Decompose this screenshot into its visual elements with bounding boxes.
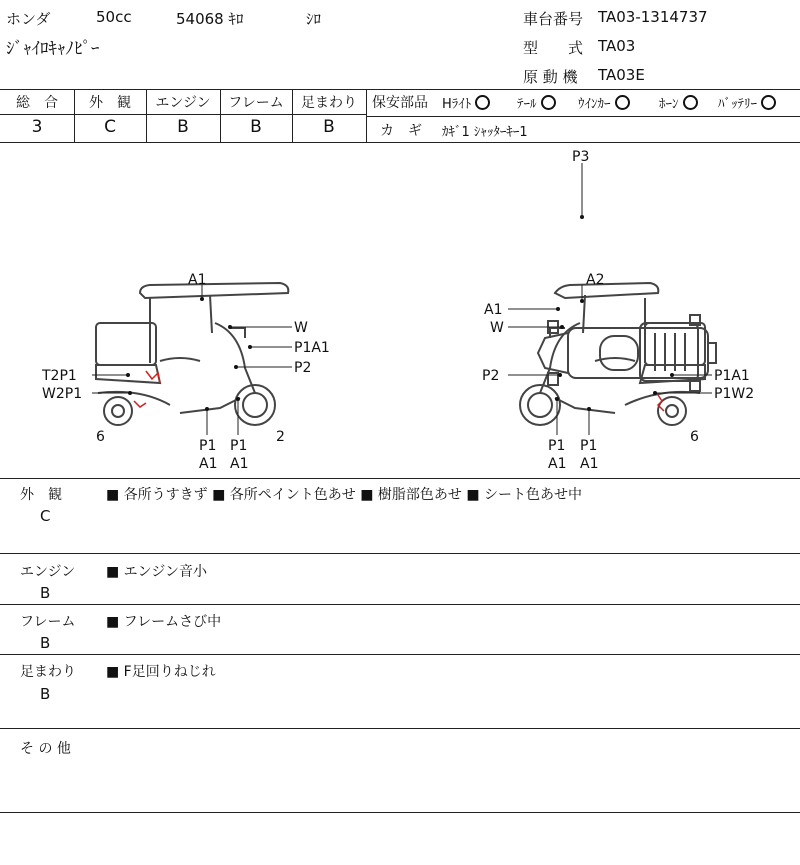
safety-item-tail: ﾃｰﾙ <box>517 93 556 112</box>
type-value: TA03 <box>598 37 636 55</box>
label-right-a1: A1 <box>484 302 503 318</box>
engine-grade-label: エンジン <box>155 95 211 111</box>
body-color: ｼﾛ <box>306 10 322 28</box>
total-grade: 3 <box>31 117 43 137</box>
label-right-p1-a: P1 <box>548 438 566 454</box>
safety-mid <box>366 116 800 117</box>
chassis-label: 車台番号 <box>523 10 584 28</box>
note-grade: B <box>40 634 51 652</box>
type-label: 型 式 <box>523 39 584 57</box>
label-left-p1a1: P1A1 <box>294 340 330 356</box>
suspension-grade: B <box>323 117 335 137</box>
left-side-view-scooter <box>96 283 288 425</box>
note-body: ■ フレームさび中 <box>106 614 222 630</box>
safety-item-battery: ﾊﾞｯﾃﾘｰ <box>718 93 776 112</box>
total-label: 総 合 <box>16 95 58 111</box>
note-grade: B <box>40 584 51 602</box>
label-left-2: 2 <box>276 429 285 445</box>
safety-item-winker: ｳｲﾝｶｰ <box>578 93 630 112</box>
header-divider <box>0 89 800 90</box>
note-body: ■ エンジン音小 <box>106 564 207 580</box>
model-name: ｼﾞｬｲﾛｷｬﾉﾋﾟｰ <box>6 39 100 59</box>
damage-mark-left-wheel <box>134 401 146 407</box>
exterior-label: 外 観 <box>89 95 131 111</box>
suspension-grade-label: 足まわり <box>301 95 357 111</box>
label-right-6: 6 <box>690 429 699 445</box>
label-left-p1-b: P1 <box>230 438 248 454</box>
engine-model-value: TA03E <box>598 66 645 84</box>
ok-circle-icon <box>761 95 776 110</box>
label-left-a1-top: A1 <box>188 272 207 288</box>
scooter-diagram <box>0 143 800 478</box>
label-left-p2: P2 <box>294 360 312 376</box>
engine-grade: B <box>177 117 189 137</box>
label-right-a1-a: A1 <box>548 456 567 472</box>
note-body: ■ 各所うすきず ■ 各所ペイント色あせ ■ 樹脂部色あせ ■ シート色あせ中 <box>106 487 583 503</box>
note-title: 足まわり <box>20 664 76 680</box>
frame-grade-label: フレーム <box>228 95 284 111</box>
chassis-value: TA03-1314737 <box>598 8 708 26</box>
label-right-p3: P3 <box>572 149 590 165</box>
label-right-w: W <box>490 320 504 336</box>
note-title: そ の 他 <box>20 741 71 757</box>
label-left-p1-a: P1 <box>199 438 217 454</box>
mileage: 54068 ｷﾛ <box>176 10 244 28</box>
engine-model-label: 原 動 機 <box>523 68 578 86</box>
exterior-grade: C <box>104 117 116 137</box>
note-grade: B <box>40 685 51 703</box>
grade-table-mid <box>0 114 366 115</box>
ok-circle-icon <box>541 95 556 110</box>
label-left-w: W <box>294 320 308 336</box>
right-side-view-scooter <box>520 283 705 425</box>
frame-grade: B <box>250 117 262 137</box>
ok-circle-icon <box>683 95 698 110</box>
label-right-p1a1: P1A1 <box>714 368 750 384</box>
safety-parts-label: 保安部品 <box>372 95 428 111</box>
label-right-a2: A2 <box>586 272 605 288</box>
key-label: カ ギ <box>380 123 422 139</box>
label-left-a1-a: A1 <box>199 456 218 472</box>
key-value: ｶｷﾞ1 ｼｬｯﾀｰｷｰ1 <box>442 125 528 140</box>
maker: ホンダ <box>6 10 51 28</box>
label-right-p2: P2 <box>482 368 500 384</box>
label-left-6: 6 <box>96 429 105 445</box>
label-left-a1-b: A1 <box>230 456 249 472</box>
label-left-w2p1: W2P1 <box>42 386 83 402</box>
note-title: フレーム <box>20 614 76 630</box>
note-body: ■ F足回りねじれ <box>106 664 216 680</box>
safety-item-headlight: Hﾗｲﾄ <box>442 93 490 112</box>
safety-item-horn: ﾎｰﾝ <box>659 93 698 112</box>
note-title: 外 観 <box>20 487 62 503</box>
label-left-t2p1: T2P1 <box>42 368 77 384</box>
label-right-p1-b: P1 <box>580 438 598 454</box>
ok-circle-icon <box>475 95 490 110</box>
note-grade: C <box>40 507 51 525</box>
displacement: 50cc <box>96 8 132 26</box>
ok-circle-icon <box>615 95 630 110</box>
note-title: エンジン <box>20 564 76 580</box>
label-right-a1-b: A1 <box>580 456 599 472</box>
label-right-p1w2: P1W2 <box>714 386 755 402</box>
